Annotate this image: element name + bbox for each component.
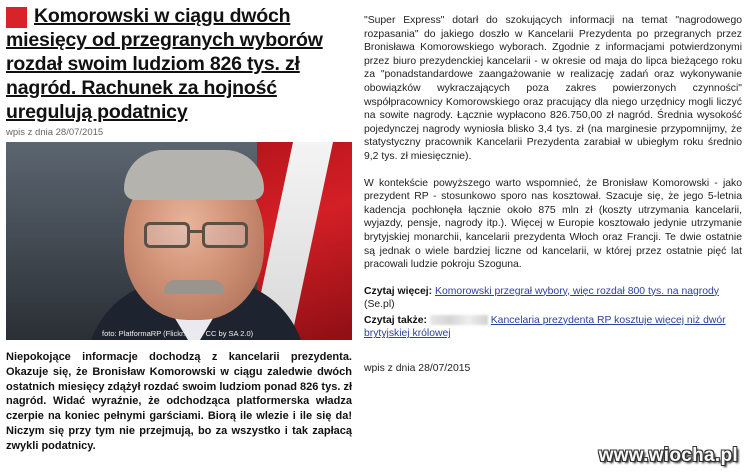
photo-caption: foto: PlatformaRP (Flickr.com / CC by SA 2.0) — [102, 329, 254, 338]
glasses-left — [144, 222, 190, 248]
left-column — [6, 4, 352, 454]
hair — [124, 150, 264, 200]
headline-line1: Komorowski w ciągu dwóch — [34, 5, 291, 27]
blurred-region — [430, 315, 488, 325]
lead-paragraph: Niepokojące informacje dochodzą z kancelarii prezydenta. Okazuje się, że Bronisław Komorowski w ciągu zaledwie dwóch ostatnich miesięcy zdążył rozdać swoim ludziom ponad 826 tys. zł nagród. Widać wyraźnie, że odchodząca platformerska władza czerpie na koniec pełnymi garściami. Biorą ile wlezie i ile się da! Niczym się przy tym nie przejmują, bo za wszystko i tak zapłacą zwykli podatnicy. — [6, 351, 352, 452]
headline-rest: miesięcy od przegranych wyborów rozdał swoim ludziom 826 tys. zł nagród. Rachunek za hojność uregulują podatnicy — [6, 29, 323, 123]
read-also-label: Czytaj także: — [364, 314, 427, 326]
read-more-source: (Se.pl) — [364, 299, 395, 311]
site-watermark: www.wiocha.pl — [598, 445, 738, 466]
headline-link[interactable] — [6, 4, 352, 124]
body-paragraph-2: W kontekście powyższego warto wspomnieć, że Bronisław Komorowski - jako prezydent RP - stosunkowo sporo nas kosztował. Szacuje się, że jego 5-letnia kadencja pochłonęła łącznie około 875 mln zł (koszty utrzymania kancelarii, wyjazdy, pensje, nagrody itp.). Więcej w Europie kosztowało jedynie utrzymanie brytyjskiej monarchii, kancelarii prezydenta Włoch oraz Francji. Te dwie ostatnie są jednak o wiele bardziej liczne od kancelarii, w której przez ostatnie pięć lat pracowali ludzie pokroju Szoguna. — [364, 177, 742, 271]
article-photo — [6, 142, 352, 340]
mustache — [164, 280, 224, 294]
glasses-bridge — [189, 230, 203, 233]
footer-date: wpis z dnia 28/07/2015 — [364, 363, 471, 375]
read-more-row — [364, 285, 742, 312]
read-also-link[interactable]: Kancelaria prezydenta RP kosztuje więcej niż dwór brytyjskiej królowej — [364, 314, 726, 340]
read-more-label: Czytaj więcej: — [364, 285, 433, 297]
body-paragraph-1: "Super Express" dotarł do szokujących informacji na temat "nagrodowego rozpasania" do jakiego doszło w Kancelarii Prezydenta po przegranych przez Bronisława Komorowskiego wyborach. Zgodnie z informacjami potwierdzonymi przez biuro prezydenckiej kancelarii - w okresie od maja do lipca bieżącego roku za "ponadstandardowe zaangażowanie w realizację zadań oraz wykonywanie obowiązków wykraczających poza zakres powierzonych czynności" współpracownicy Komorowskiego oraz pracujący dla niego urzędnicy mogli liczyć na sowite nagrody. Łącznie wypłacono 826.750,00 zł nagród. Średnia wysokość pojedynczej nagrody wyniosła blisko 3,4 tys. zł (na marginesie przypomnijmy, że statystyczny pracownik Kancelarii Prezydenta zarabiał w ubiegłym roku średnio 9,2 tys. zł miesięcznie). — [364, 15, 742, 162]
glasses-right — [202, 222, 248, 248]
right-column — [364, 14, 742, 374]
article-date: wpis z dnia 28/07/2015 — [6, 127, 104, 138]
read-also-row — [364, 314, 742, 341]
read-more-link[interactable]: Komorowski przegrał wybory, więc rozdał 800 tys. na nagrody — [435, 285, 719, 297]
headline — [6, 4, 352, 124]
headline-marker — [6, 7, 27, 28]
related-links — [364, 285, 742, 341]
